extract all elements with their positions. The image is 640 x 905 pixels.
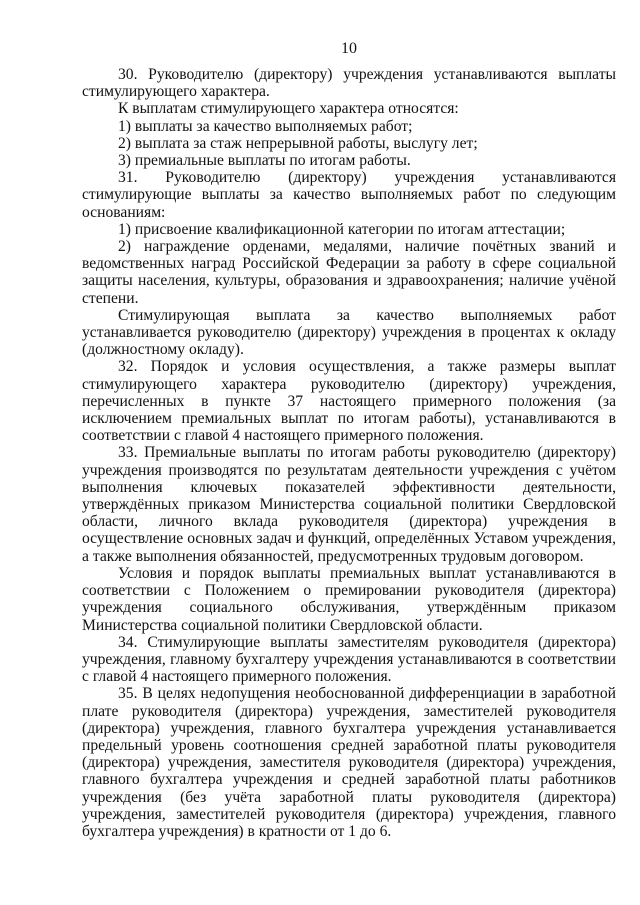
list-item: 1) выплаты за качество выполняемых работ;	[118, 117, 413, 135]
paragraph-30: 30. Руководителю (директору) учреждения устанавливаются выплаты стимулирующего характера.	[82, 66, 616, 101]
list-item: 3) премиальные выплаты по итогам работы.	[118, 152, 411, 170]
paragraph-34: 34. Стимулирующие выплаты заместителям руководителя (директора) учреждения, главному бухгалтеру учреждения устанавливаются в соответствии с главой 4 настоящего примерного положения.	[82, 633, 616, 686]
paragraph-35: 35. В целях недопущения необоснованной дифференциации в заработной плате руководителя (директора) учреждения, заместителей руководителя (директора) учреждения, главного бухгалтера учреждения устанавливается предельный уровень соотношения средней заработной платы руководителя (директора) учреждения, заместителя руководителя (директора) учреждения, главного бухгалтера учреждения и средней заработной платы работников учреждения (без учёта заработной платы руководителя (директора) учреждения, заместителей руководителя (директора) учреждения, главного бухгалтера учреждения) в кратности от 1 до 6.	[82, 685, 616, 840]
page-number: 10	[341, 40, 357, 57]
list-item: 1) присвоение квалификационной категории по итогам аттестации;	[118, 220, 566, 238]
paragraph-33: 33. Премиальные выплаты по итогам работы руководителю (директору) учреждения производятся по результатам деятельности учреждения с учётом выполнения ключевых показателей эффективности деятельности, утверждённых приказом Министерства социальной политики Свердловской области, личного вклада руководителя (директора) учреждения в осуществление основных задач и функций, определённых Уставом учреждения, а также выполнения обязанностей, предусмотренных трудовым договором.	[82, 444, 616, 565]
paragraph-31: 31. Руководителю (директору) учреждения устанавливаются стимулирующие выплаты за качество выполняемых работ по следующим основаниям:	[82, 169, 616, 221]
list-item: 2) награждение орденами, медалями, наличие почётных званий и ведомственных наград Российской Федерации за работу в сфере социальной защиты населения, культуры, образования и здравоохранения; наличие учёной степени.	[82, 238, 616, 307]
paragraph-stimulating-intro: К выплатам стимулирующего характера относятся:	[118, 100, 459, 118]
paragraph-quality-payment: Стимулирующая выплата за качество выполняемых работ устанавливается руководителю (директору) учреждения в процентах к окладу (должностному окладу).	[82, 306, 616, 359]
document-body	[82, 66, 616, 840]
list-item: 2) выплата за стаж непрерывной работы, выслугу лет;	[118, 134, 478, 152]
paragraph-bonus-conditions: Условия и порядок выплаты премиальных выплат устанавливаются в соответствии с Положением о премировании руководителя (директора) учреждения социального обслуживания, утверждённым приказом Министерства социальной политики Свердловской области.	[82, 564, 616, 634]
paragraph-32: 32. Порядок и условия осуществления, а также размеры выплат стимулирующего характера руководителю (директору) учреждения, перечисленных в пункте 37 настоящего примерного положения (за исключением премиальных выплат по итогам работы), устанавливаются в соответствии с главой 4 настоящего примерного положения.	[82, 358, 616, 445]
